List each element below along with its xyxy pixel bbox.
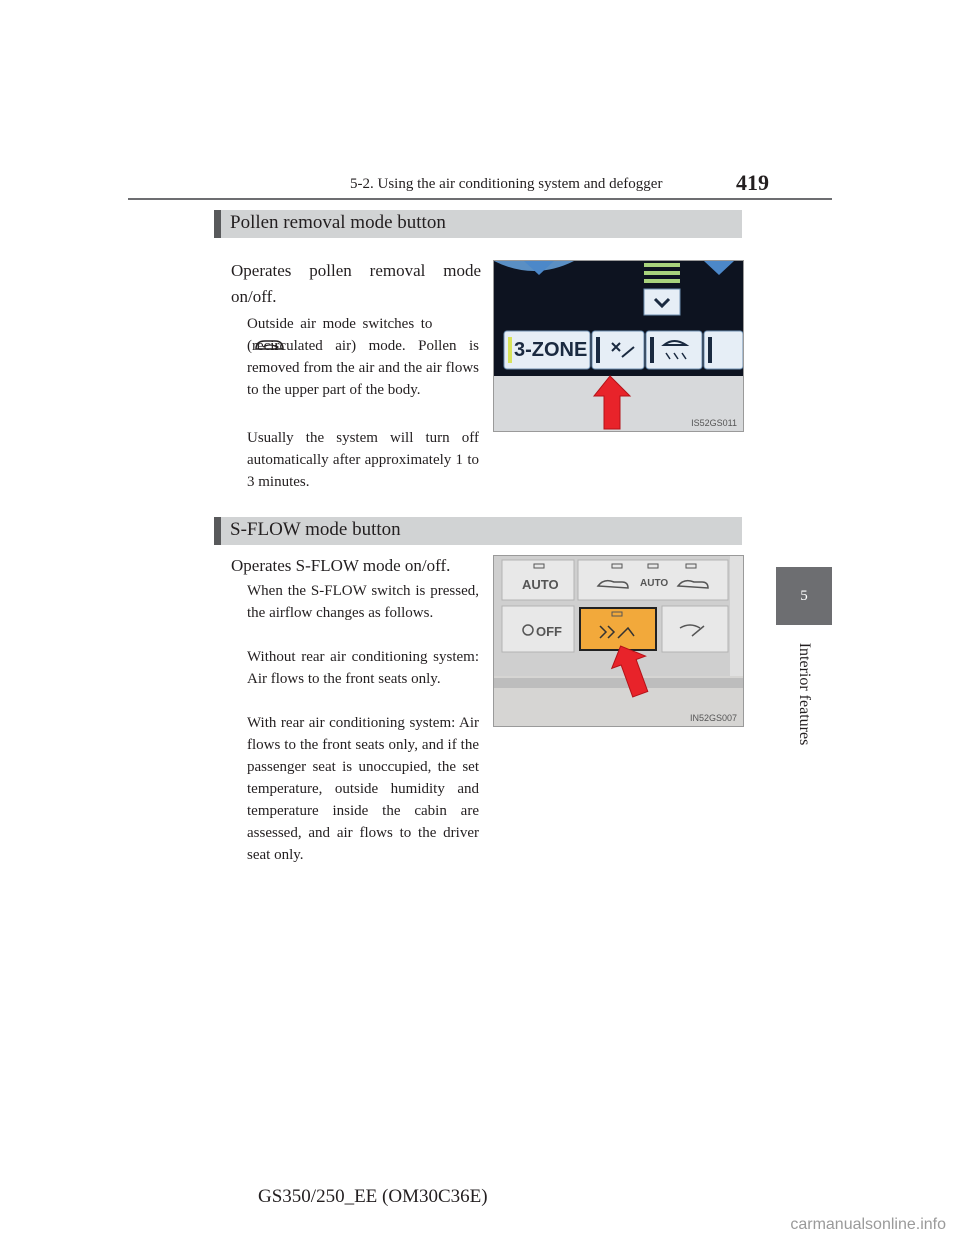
heading-bar xyxy=(214,210,221,238)
chapter-label: Interior features xyxy=(796,642,813,746)
sflow-paragraph-1: When the S-FLOW switch is pressed, the airflow changes as follows. xyxy=(247,583,479,621)
pollen-lead: Operates pollen removal mode on/off. xyxy=(231,261,481,306)
section-title: Pollen removal mode button xyxy=(230,212,446,233)
figure-code: IN52GS007 xyxy=(689,713,737,723)
heading-bar xyxy=(214,517,221,545)
auto-button-label: AUTO xyxy=(522,577,559,592)
header-rule xyxy=(128,198,832,200)
auto-recirc-label: AUTO xyxy=(640,578,669,589)
pollen-paragraph-2 xyxy=(247,427,479,493)
pollen-para-1: Outside air mode switches to (recirculated air) mode. Pollen is removed from the air and the air flows to the upper part of the body. xyxy=(247,316,479,398)
section-heading-sflow xyxy=(214,517,742,545)
sflow-figure xyxy=(493,555,744,727)
running-header: 5-2. Using the air conditioning system and defogger xyxy=(350,176,663,192)
figure-code: IS52GS011 xyxy=(691,418,737,428)
three-zone-button-label: 3-ZONE xyxy=(514,339,588,361)
pollen-para-2: Usually the system will turn off automatically after approximately 1 to 3 minutes. xyxy=(247,430,479,490)
section-heading-pollen xyxy=(214,210,742,238)
pollen-figure xyxy=(493,260,744,432)
recirculated-air-icon xyxy=(253,337,287,358)
chapter-tab: 5 xyxy=(776,567,832,625)
sflow-lead-text: Operates S-FLOW mode on/off. xyxy=(231,556,451,575)
sflow-paragraph-3: With rear air conditioning system: Air flows to the front seats only, and if the passenger seat is unoccupied, the set temperature, outside humidity and temperature inside the cabin are assessed, and air flows to the driver seat only. xyxy=(247,715,479,863)
pollen-lead-text xyxy=(231,258,481,310)
section-title: S-FLOW mode button xyxy=(230,519,401,540)
sflow-paragraph-2: Without rear air conditioning system: Air flows to the front seats only. xyxy=(247,649,479,687)
page-number: 419 xyxy=(736,170,769,195)
watermark: carmanualsonline.info xyxy=(790,1216,946,1233)
model-footer: GS350/250_EE (OM30C36E) xyxy=(258,1186,488,1207)
fan-off-label: OFF xyxy=(536,624,562,639)
